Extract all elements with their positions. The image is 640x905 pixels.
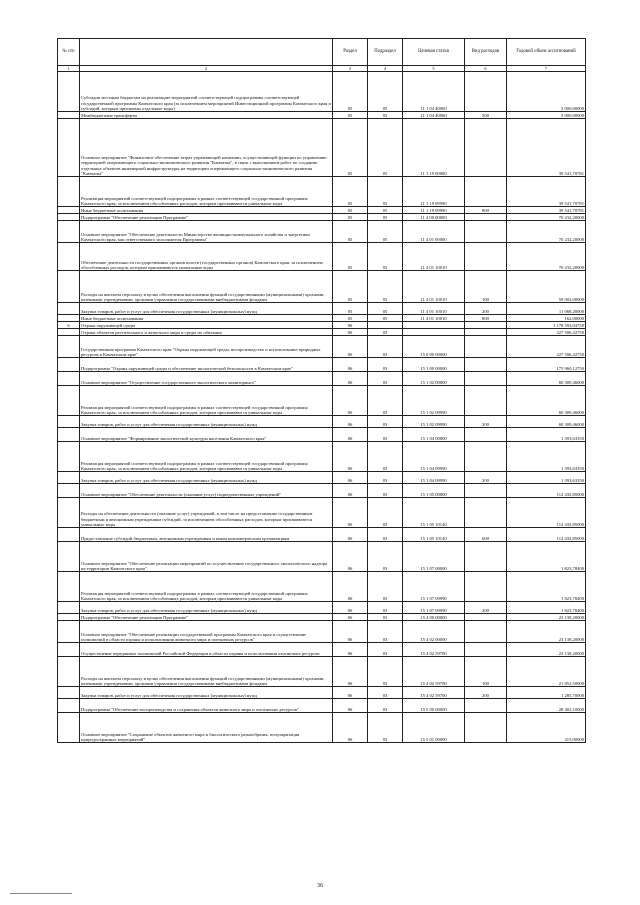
col-number: 4 <box>368 66 403 72</box>
row-subsection: 05 <box>368 207 403 214</box>
row-expense-type <box>465 484 507 498</box>
table-row <box>58 416 586 428</box>
row-amount: 1 823,78400 <box>507 542 586 572</box>
row-expense-type: 600 <box>465 528 507 542</box>
row-subsection: 05 <box>368 303 403 315</box>
row-name: Реализация мероприятий соответствующей подпрограммы в рамках соответствующей государственной программы Камчатского края, за исключением обособленных расходов, которым присваиваются уникальные коды <box>80 442 333 472</box>
row-name: Основное мероприятие "Формирование экологической культуры населения Камчатского края" <box>80 428 333 442</box>
row-target-article: 11 1 04 40060 <box>403 72 465 112</box>
row-number <box>58 221 80 243</box>
row-target-article: 15 1 05 10140 <box>403 528 465 542</box>
row-expense-type <box>465 542 507 572</box>
row-subsection: 05 <box>368 112 403 119</box>
row-expense-type <box>465 428 507 442</box>
row-subsection: 03 <box>368 643 403 657</box>
table-row <box>58 484 586 498</box>
row-target-article: 15 4 02 59700 <box>403 657 465 687</box>
row-name: Расходы на выплаты персоналу в целях обеспечения выполнения функций государственными (муниципальными) органами, казенными учреждениями, органами управления государственными внебюджетными фондами <box>80 657 333 687</box>
table-row <box>58 442 586 472</box>
row-subsection: 03 <box>368 372 403 386</box>
row-section: 05 <box>333 112 368 119</box>
row-number <box>58 271 80 303</box>
row-amount: 3 000,00000 <box>507 72 586 112</box>
row-target-article: 15 1 02 09990 <box>403 386 465 416</box>
table-row <box>58 358 586 372</box>
table-header-row <box>58 39 586 66</box>
row-name: Основное мероприятие "Финансовое обеспечение затрат управляющей компании, осуществляющей функции по управлению территорией опережающего социально-экономического развития "Камчатка", в связи с выполнением работ по созданию отдельных объектов инженерной инфраструктуры на территории опережающего социально-экономического развития "Камчатка" <box>80 119 333 177</box>
row-amount: 1 823,78400 <box>507 602 586 614</box>
row-number <box>58 572 80 602</box>
row-subsection: 03 <box>368 336 403 358</box>
row-expense-type <box>465 221 507 243</box>
row-expense-type <box>465 614 507 621</box>
row-expense-type: 500 <box>465 112 507 119</box>
table-row <box>58 315 586 322</box>
row-expense-type: 200 <box>465 687 507 699</box>
row-number <box>58 699 80 713</box>
row-name: Субсидии местным бюджетам на реализацию мероприятий соответствующей подпрограммы соответствующей государственной программы Камчатского края (за исключением мероприятий Инвестиционной программы Камчатского края и субсидий, которым присвоены отдельные коды) <box>80 72 333 112</box>
row-expense-type <box>465 329 507 336</box>
row-name: Расходы на обеспечение деятельности (оказание услуг) учреждений, в том числе на предоставление государственным бюджетным и автономным учреждениям субсидий, за исключением обособленных расходов, которым присваиваются уникальные коды <box>80 498 333 528</box>
row-section: 06 <box>333 621 368 643</box>
row-expense-type <box>465 699 507 713</box>
table-row <box>58 119 586 177</box>
row-amount: 60 309,46000 <box>507 386 586 416</box>
row-number <box>58 336 80 358</box>
table-row <box>58 699 586 713</box>
table-row <box>58 214 586 221</box>
row-target-article: 15 1 07 09990 <box>403 572 465 602</box>
row-number <box>58 472 80 484</box>
row-number <box>58 207 80 214</box>
table-row <box>58 687 586 699</box>
row-amount: 227 506,42750 <box>507 329 586 336</box>
row-number <box>58 243 80 271</box>
row-amount: 1 393,63350 <box>507 428 586 442</box>
row-name: Реализация мероприятий соответствующей подпрограммы в рамках соответствующей государственной программы Камчатского края, за исключением обособленных расходов, которым присваиваются уникальные коды <box>80 386 333 416</box>
row-subsection: 03 <box>368 699 403 713</box>
row-expense-type <box>465 621 507 643</box>
row-amount: 1 285,70000 <box>507 687 586 699</box>
row-section: 06 <box>333 322 368 329</box>
row-subsection: 03 <box>368 621 403 643</box>
row-target-article: 15 0 00 00000 <box>403 336 465 358</box>
header-name <box>80 39 333 66</box>
table-row <box>58 614 586 621</box>
table-body <box>58 72 586 743</box>
table-row <box>58 572 586 602</box>
row-amount: 227 506,42750 <box>507 336 586 358</box>
row-amount: 60 309,46000 <box>507 416 586 428</box>
row-target-article: 11 1 19 00000 <box>403 119 465 177</box>
row-section: 06 <box>333 336 368 358</box>
row-subsection: 03 <box>368 428 403 442</box>
row-number <box>58 416 80 428</box>
row-amount: 3 000,00000 <box>507 112 586 119</box>
row-expense-type <box>465 372 507 386</box>
row-target-article: 15 1 07 09990 <box>403 602 465 614</box>
row-section: 06 <box>333 687 368 699</box>
row-name: Межбюджетные трансферты <box>80 112 333 119</box>
header-amount: Годовой объем ассигнований <box>507 39 586 66</box>
row-subsection: 05 <box>368 177 403 207</box>
row-section: 06 <box>333 329 368 336</box>
table-row <box>58 621 586 643</box>
row-section: 05 <box>333 72 368 112</box>
row-name: Закупка товаров, работ и услуг для обеспечения государственных (муниципальных) нужд <box>80 687 333 699</box>
row-target-article: 15 1 00 00000 <box>403 358 465 372</box>
table-row <box>58 372 586 386</box>
row-target-article: 15 5 00 00000 <box>403 699 465 713</box>
row-expense-type: 200 <box>465 416 507 428</box>
table-row <box>58 207 586 214</box>
row-target-article: 15 1 04 09990 <box>403 472 465 484</box>
row-number <box>58 484 80 498</box>
row-name: Закупка товаров, работ и услуг для обеспечения государственных (муниципальных) нужд <box>80 303 333 315</box>
row-number <box>58 303 80 315</box>
table-row <box>58 243 586 271</box>
row-section: 06 <box>333 602 368 614</box>
row-number <box>58 602 80 614</box>
row-number <box>58 614 80 621</box>
row-number <box>58 528 80 542</box>
table-row <box>58 303 586 315</box>
row-number <box>58 657 80 687</box>
row-section: 06 <box>333 386 368 416</box>
row-amount: 11 068,20000 <box>507 303 586 315</box>
row-expense-type <box>465 177 507 207</box>
row-section: 06 <box>333 416 368 428</box>
row-number <box>58 428 80 442</box>
table-row <box>58 657 586 687</box>
row-expense-type <box>465 498 507 528</box>
col-number: 7 <box>507 66 586 72</box>
table-row <box>58 542 586 572</box>
row-section: 05 <box>333 214 368 221</box>
row-expense-type: 200 <box>465 602 507 614</box>
row-section: 05 <box>333 303 368 315</box>
table-row <box>58 72 586 112</box>
table-row <box>58 329 586 336</box>
row-target-article: 15 4 00 00000 <box>403 614 465 621</box>
row-expense-type <box>465 336 507 358</box>
row-amount: 28 402,10000 <box>507 699 586 713</box>
table-row <box>58 498 586 528</box>
footer-divider <box>10 893 72 894</box>
row-target-article <box>403 322 465 329</box>
row-name: Подпрограмма "Обеспечение реализации Программы" <box>80 614 333 621</box>
row-expense-type <box>465 358 507 372</box>
row-subsection: 05 <box>368 72 403 112</box>
row-target-article: 11 4 01 10010 <box>403 303 465 315</box>
row-name: Основное мероприятие "Осуществление государственного экологического мониторинга" <box>80 372 333 386</box>
table-row <box>58 643 586 657</box>
row-subsection: 03 <box>368 358 403 372</box>
row-target-article: 11 1 19 09990 <box>403 207 465 214</box>
row-amount: 39 541,70781 <box>507 207 586 214</box>
row-target-article: 11 1 19 09990 <box>403 177 465 207</box>
row-subsection: 03 <box>368 416 403 428</box>
row-expense-type <box>465 572 507 602</box>
col-number: 2 <box>80 66 333 72</box>
row-number <box>58 713 80 743</box>
table-row <box>58 386 586 416</box>
header-section: Раздел <box>333 39 368 66</box>
row-target-article: 11 4 01 00000 <box>403 221 465 243</box>
row-subsection: 03 <box>368 329 403 336</box>
row-section: 06 <box>333 358 368 372</box>
row-expense-type <box>465 214 507 221</box>
row-section: 06 <box>333 528 368 542</box>
row-section: 06 <box>333 442 368 472</box>
row-amount: 39 541,70781 <box>507 177 586 207</box>
table-row <box>58 322 586 329</box>
row-name: Закупка товаров, работ и услуг для обеспечения государственных (муниципальных) нужд <box>80 416 333 428</box>
table-row <box>58 528 586 542</box>
row-number: 6 <box>58 322 80 329</box>
table-row <box>58 713 586 743</box>
row-subsection: 05 <box>368 315 403 322</box>
row-number <box>58 119 80 177</box>
row-section: 05 <box>333 119 368 177</box>
row-expense-type <box>465 442 507 472</box>
row-number <box>58 177 80 207</box>
row-amount: 59 002,00000 <box>507 271 586 303</box>
row-number <box>58 112 80 119</box>
row-expense-type: 200 <box>465 472 507 484</box>
row-section: 06 <box>333 498 368 528</box>
row-target-article: 11 4 00 00000 <box>403 214 465 221</box>
row-subsection: 03 <box>368 614 403 621</box>
row-number <box>58 386 80 416</box>
row-target-article: 11 4 01 10010 <box>403 315 465 322</box>
row-section: 05 <box>333 271 368 303</box>
row-subsection: 05 <box>368 271 403 303</box>
row-section: 06 <box>333 614 368 621</box>
row-name: Закупка товаров, работ и услуг для обеспечения государственных (муниципальных) нужд <box>80 472 333 484</box>
row-expense-type: 100 <box>465 271 507 303</box>
row-target-article: 11 4 01 10010 <box>403 271 465 303</box>
table-row <box>58 177 586 207</box>
col-number: 5 <box>403 66 465 72</box>
row-subsection: 03 <box>368 572 403 602</box>
table-row <box>58 428 586 442</box>
row-name: Осуществление переданных полномочий Российской Федерации в области охраны и использования охотничьих ресурсов <box>80 643 333 657</box>
row-expense-type <box>465 119 507 177</box>
row-section: 05 <box>333 177 368 207</box>
row-subsection: 05 <box>368 221 403 243</box>
table-row <box>58 221 586 243</box>
row-subsection: 03 <box>368 713 403 743</box>
row-amount: 23 138,20000 <box>507 614 586 621</box>
row-expense-type <box>465 713 507 743</box>
table-row <box>58 472 586 484</box>
row-subsection: 03 <box>368 442 403 472</box>
row-expense-type <box>465 386 507 416</box>
row-amount: 70 232,20000 <box>507 214 586 221</box>
budget-table <box>57 38 586 743</box>
row-expense-type: 100 <box>465 657 507 687</box>
row-expense-type: 800 <box>465 315 507 322</box>
row-amount: 1 178 593,04750 <box>507 322 586 329</box>
row-number <box>58 329 80 336</box>
row-section: 05 <box>333 315 368 322</box>
table-row <box>58 602 586 614</box>
row-number <box>58 72 80 112</box>
header-expense-type: Вид расходов <box>465 39 507 66</box>
row-name: Подпрограмма "Обеспечение реализации Программы" <box>80 214 333 221</box>
row-amount: 112 433,85000 <box>507 498 586 528</box>
row-amount: 1 823,78400 <box>507 572 586 602</box>
row-subsection: 05 <box>368 214 403 221</box>
row-subsection: 03 <box>368 542 403 572</box>
row-target-article: 15 1 02 00000 <box>403 372 465 386</box>
table-row <box>58 271 586 303</box>
row-target-article: 15 4 02 59700 <box>403 643 465 657</box>
row-number <box>58 214 80 221</box>
row-expense-type <box>465 243 507 271</box>
row-number <box>58 621 80 643</box>
row-name: Иные бюджетные ассигнования <box>80 207 333 214</box>
header-subsection: Подраздел <box>368 39 403 66</box>
col-number: 1 <box>58 66 80 72</box>
row-amount: 175 960,12750 <box>507 358 586 372</box>
row-target-article: 15 1 04 00000 <box>403 428 465 442</box>
row-name: Иные бюджетные ассигнования <box>80 315 333 322</box>
row-number <box>58 358 80 372</box>
table-row <box>58 112 586 119</box>
table-row <box>58 336 586 358</box>
row-amount: 23 138,20000 <box>507 643 586 657</box>
row-name: Основное мероприятие "Обеспечение деятельности Министерства жилищно-коммунального хозяйства и энергетики Камчатского края, как ответственного исполнителя Программы" <box>80 221 333 243</box>
row-section: 05 <box>333 207 368 214</box>
row-target-article: 15 1 02 09990 <box>403 416 465 428</box>
row-name: Основное мероприятие "Обеспечение деятельности (оказание услуг) подведомственных учреждений" <box>80 484 333 498</box>
row-target-article: 15 1 04 09990 <box>403 442 465 472</box>
row-amount: 60 309,46000 <box>507 372 586 386</box>
row-section: 06 <box>333 428 368 442</box>
row-subsection: 03 <box>368 472 403 484</box>
col-number: 6 <box>465 66 507 72</box>
row-subsection: 03 <box>368 657 403 687</box>
row-number <box>58 442 80 472</box>
row-target-article: 15 4 02 59700 <box>403 687 465 699</box>
row-amount: 21 852,50000 <box>507 657 586 687</box>
page-number: 36 <box>317 883 323 889</box>
row-name: Обеспечение деятельности государственных органов власти (государственных органов) Камчатского края, за исключением обособленных расходов, которым присваиваются уникальные коды <box>80 243 333 271</box>
row-section: 06 <box>333 484 368 498</box>
row-target-article: 11 1 04 40060 <box>403 112 465 119</box>
row-name: Реализация мероприятий соответствующей подпрограммы в рамках соответствующей государственной программы Камчатского края, за исключением обособленных расходов, которым присваиваются уникальные коды <box>80 572 333 602</box>
row-number <box>58 643 80 657</box>
row-target-article: 15 1 07 00000 <box>403 542 465 572</box>
row-subsection: 03 <box>368 386 403 416</box>
row-section: 06 <box>333 472 368 484</box>
row-target-article: 15 1 05 10140 <box>403 498 465 528</box>
row-name: Охрана окружающей среды <box>80 322 333 329</box>
row-section: 05 <box>333 243 368 271</box>
row-target-article <box>403 329 465 336</box>
row-number <box>58 687 80 699</box>
row-subsection: 03 <box>368 484 403 498</box>
row-name: Государственная программа Камчатского края "Охрана окружающей среды, воспроизводство и использование природных ресурсов в Камчатском крае" <box>80 336 333 358</box>
row-name: Подпрограмма "Обеспечение воспроизводства и сохранения объектов животного мира и охотничьих ресурсов" <box>80 699 333 713</box>
row-section: 06 <box>333 572 368 602</box>
row-number <box>58 315 80 322</box>
row-amount: 70 232,20000 <box>507 243 586 271</box>
row-target-article: 15 4 02 00000 <box>403 621 465 643</box>
row-name: Закупка товаров, работ и услуг для обеспечения государственных (муниципальных) нужд <box>80 602 333 614</box>
row-target-article: 15 1 05 00000 <box>403 484 465 498</box>
row-subsection: 03 <box>368 528 403 542</box>
row-section: 05 <box>333 221 368 243</box>
row-amount: 112 433,85000 <box>507 484 586 498</box>
row-name: Реализация мероприятий соответствующей подпрограммы в рамках соответствующей государственной программы Камчатского края, за исключением обособленных расходов, которым присваиваются уникальные коды <box>80 177 333 207</box>
header-target: Целевая статья <box>403 39 465 66</box>
row-number <box>58 372 80 386</box>
row-section: 06 <box>333 657 368 687</box>
row-amount: 1 393,63350 <box>507 472 586 484</box>
row-name: Основное мероприятие "Обеспечение реализации государственной программы Камчатского края и осуществление полномочий в области охраны и использования животного мира и охотничьих ресурсов" <box>80 621 333 643</box>
header-no: № п/п <box>58 39 80 66</box>
row-section: 06 <box>333 372 368 386</box>
row-name: Основное мероприятие "Обеспечение реализации мероприятий по осуществлению государственного экологического надзора на территории Камчатского края" <box>80 542 333 572</box>
row-number <box>58 542 80 572</box>
row-amount: 70 232,20000 <box>507 221 586 243</box>
row-name: Расходы на выплаты персоналу в целях обеспечения выполнения функций государственными (муниципальными) органами, казенными учреждениями, органами управления государственными внебюджетными фондами <box>80 271 333 303</box>
row-name: Подпрограмма "Охрана окружающей среды и обеспечение экологической безопасности в Камчатском крае" <box>80 358 333 372</box>
row-amount: 1 393,63350 <box>507 442 586 472</box>
row-amount: 39 541,70781 <box>507 119 586 177</box>
row-amount: 112 433,85000 <box>507 528 586 542</box>
row-target-article: 11 4 01 10010 <box>403 243 465 271</box>
row-target-article: 15 5 01 00000 <box>403 713 465 743</box>
row-amount: 23 138,20000 <box>507 621 586 643</box>
row-amount: 162,00000 <box>507 315 586 322</box>
row-expense-type <box>465 643 507 657</box>
row-subsection: 05 <box>368 119 403 177</box>
row-name: Предоставление субсидий бюджетным, автономным учреждениям и иным некоммерческим организациям <box>80 528 333 542</box>
row-number <box>58 498 80 528</box>
row-amount: 315,00000 <box>507 713 586 743</box>
row-subsection: 03 <box>368 602 403 614</box>
row-name: Охрана объектов растительного и животного мира и среды их обитания <box>80 329 333 336</box>
row-section: 06 <box>333 643 368 657</box>
row-section: 06 <box>333 699 368 713</box>
row-expense-type <box>465 322 507 329</box>
row-subsection: 03 <box>368 687 403 699</box>
row-name: Основное мероприятие "Сохранение объектов животного мира и биологического разнообразия, популяризация природоохранных мероприятий" <box>80 713 333 743</box>
col-number: 3 <box>333 66 368 72</box>
row-expense-type: 800 <box>465 207 507 214</box>
row-subsection <box>368 322 403 329</box>
row-expense-type <box>465 72 507 112</box>
row-subsection: 03 <box>368 498 403 528</box>
row-subsection: 05 <box>368 243 403 271</box>
row-section: 06 <box>333 542 368 572</box>
row-section: 06 <box>333 713 368 743</box>
row-expense-type: 200 <box>465 303 507 315</box>
